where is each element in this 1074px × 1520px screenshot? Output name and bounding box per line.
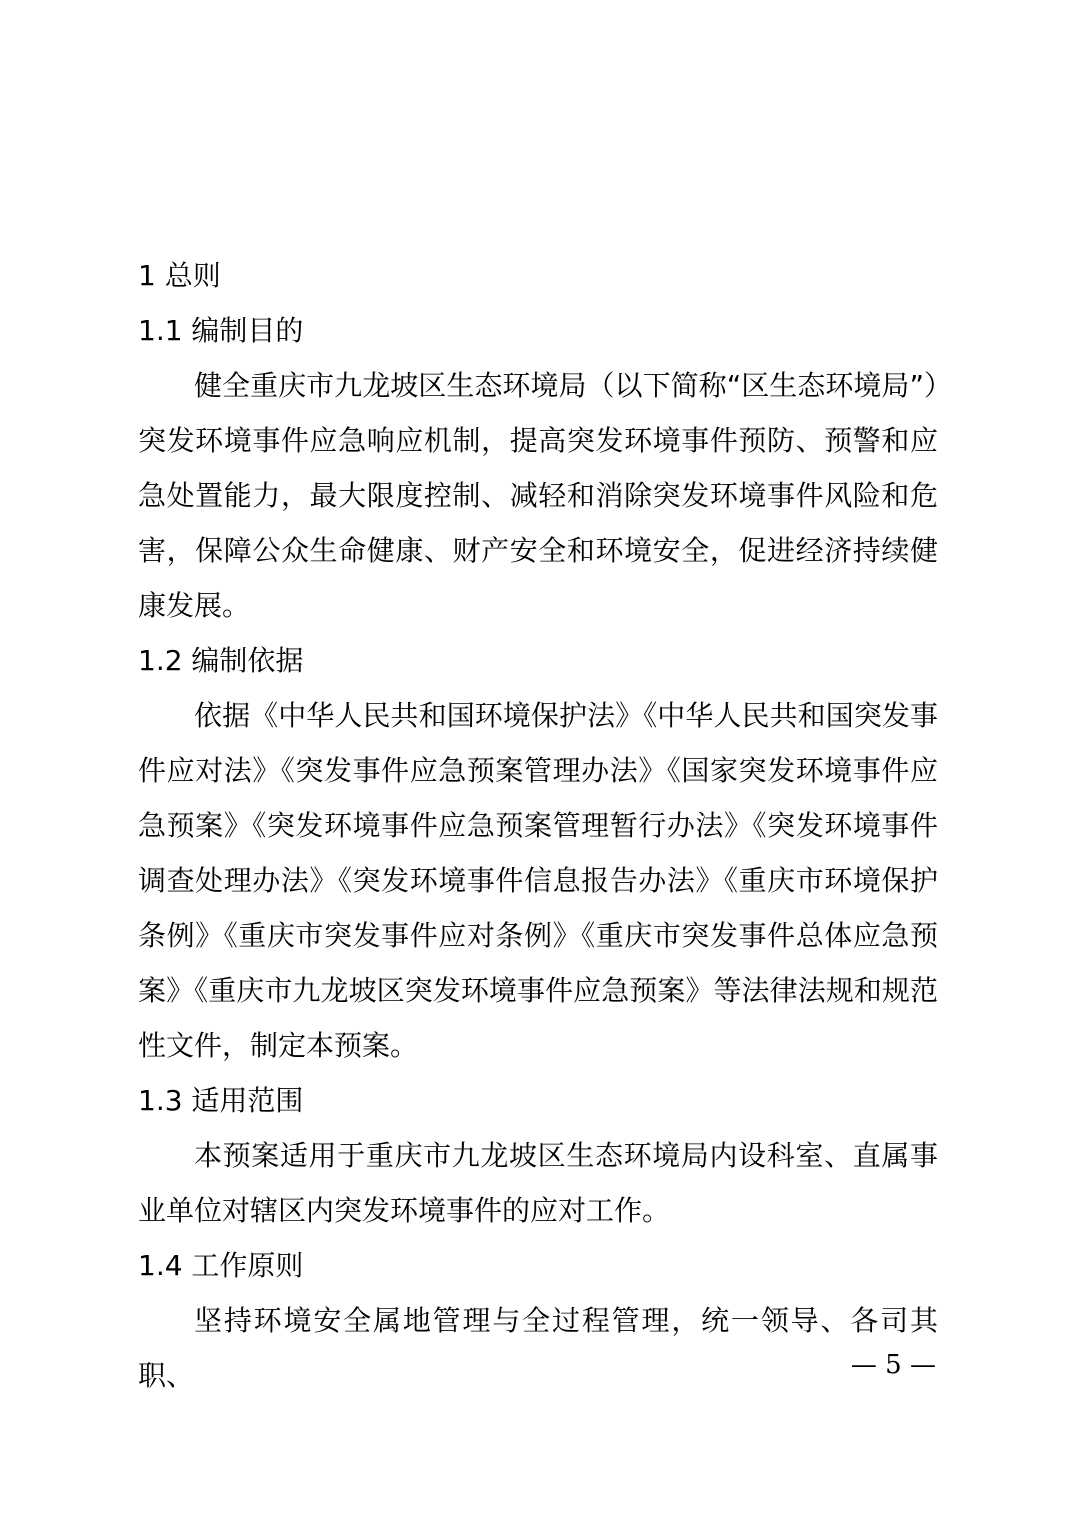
section-1-2-paragraph: 依据《中华人民共和国环境保护法》《中华人民共和国突发事件应对法》《突发事件应急预案管理办法》《国家突发环境事件应急预案》《突发环境事件应急预案管理暂行办法》《突发环境事件调查处理办法》《突发环境事件信息报告办法》《重庆市环境保护条例》《重庆市突发事件应对条例》《重庆市突发事件总体应急预案》《重庆市九龙坡区突发环境事件应急预案》等法律法规和规范性文件，制定本预案。: [138, 699, 938, 1062]
section-1-4-title: 1.4 工作原则: [138, 1249, 304, 1282]
section-1-1-paragraph: 健全重庆市九龙坡区生态环境局（以下简称“区生态环境局”）突发环境事件应急响应机制，提高突发环境事件预防、预警和应急处置能力，最大限度控制、减轻和消除突发环境事件风险和危害，保障公众生命健康、财产安全和环境安全，促进经济持续健康发展。: [138, 369, 938, 622]
document-body: [138, 248, 938, 1403]
heading-general-provisions: 1 总则: [138, 259, 221, 292]
page-number: — 5 —: [850, 1350, 936, 1380]
section-1-3-paragraph: 本预案适用于重庆市九龙坡区生态环境局内设科室、直属事业单位对辖区内突发环境事件的应对工作。: [138, 1139, 938, 1227]
section-1-2-title: 1.2 编制依据: [138, 644, 304, 677]
section-1-3-title: 1.3 适用范围: [138, 1084, 304, 1117]
section-1-4-paragraph: 坚持环境安全属地管理与全过程管理，统一领导、各司其职、: [138, 1304, 938, 1392]
section-1-1-title: 1.1 编制目的: [138, 314, 304, 347]
